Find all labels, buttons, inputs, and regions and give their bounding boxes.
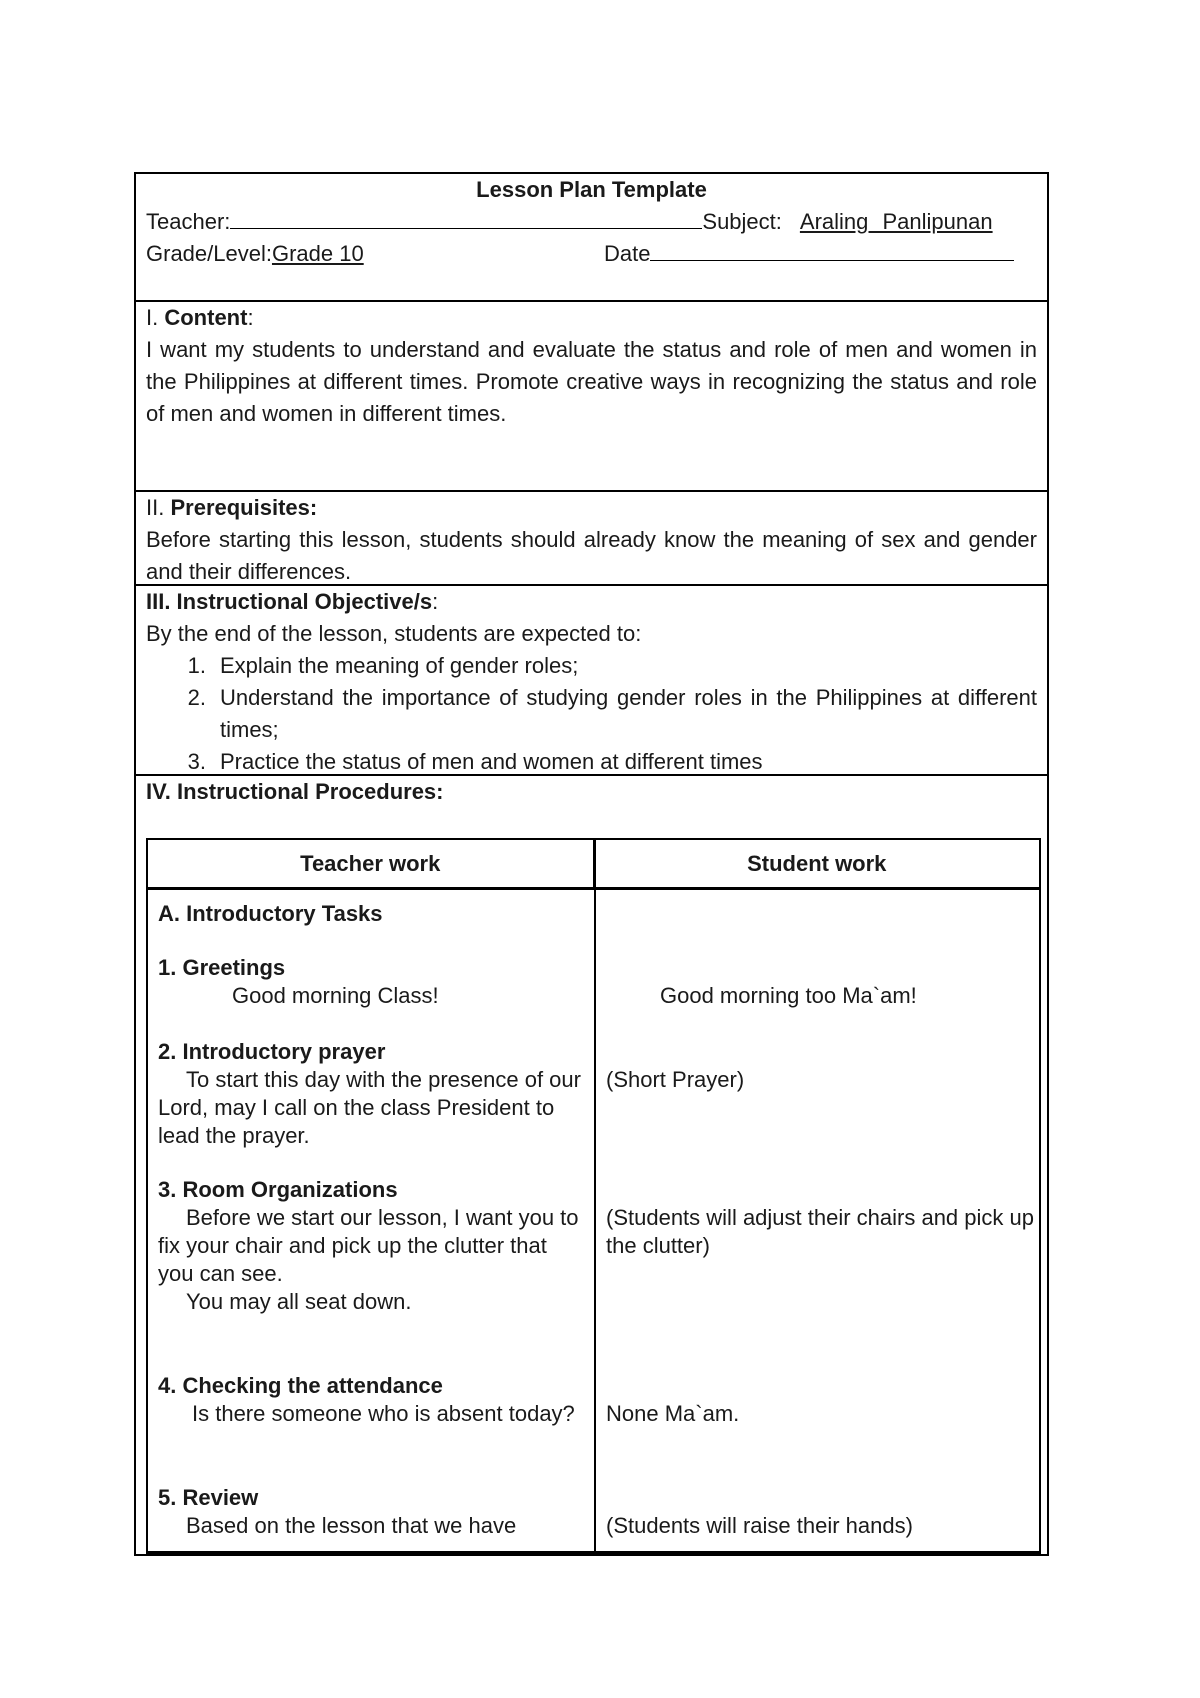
date-label: Date	[603, 241, 651, 266]
step-title: 3. Room Organizations	[158, 1177, 398, 1202]
objectives-heading: III. Instructional Objective/s:	[146, 589, 439, 614]
student-attendance-text: None Ma`am.	[606, 1401, 740, 1426]
step-title: 4. Checking the attendance	[158, 1373, 443, 1398]
list-item-number: 3.	[187, 749, 206, 774]
content-numeral: I.	[146, 305, 159, 330]
prerequisites-heading-text: Prerequisites:	[170, 495, 318, 520]
procedures-table	[146, 838, 1041, 1554]
procedures-heading: IV. Instructional Procedures:	[146, 779, 444, 804]
column-divider	[594, 840, 596, 1551]
content-section	[136, 302, 1047, 492]
list-item-text: Practice the status of men and women at different times	[220, 749, 763, 774]
student-prayer-text: (Short Prayer)	[606, 1067, 745, 1092]
teacher-prayer-text: To start this day with the presence of our Lord, may I call on the class President to lead the prayer.	[158, 1067, 581, 1148]
list-item	[146, 650, 1037, 682]
content-heading-text: Content	[164, 305, 248, 330]
teacher-label: Teacher:	[146, 209, 231, 234]
teacher-blank[interactable]	[230, 227, 702, 229]
date-blank[interactable]	[650, 259, 1014, 261]
grade-value[interactable]: Grade 10	[271, 241, 364, 266]
teacher-room-extra: You may all seat down.	[186, 1289, 412, 1314]
teacher-attendance-text: Is there someone who is absent today?	[192, 1401, 575, 1426]
header-section	[136, 174, 1047, 302]
student-review-text: (Students will raise their hands)	[606, 1513, 913, 1538]
student-greeting: Good morning too Ma`am!	[660, 983, 917, 1008]
grade-label: Grade/Level:	[146, 241, 272, 266]
list-item-text: Explain the meaning of gender roles;	[220, 653, 579, 678]
list-item	[146, 746, 1037, 778]
student-work-header: Student work	[747, 850, 887, 876]
objectives-list	[146, 650, 1037, 778]
student-room-text: (Students will adjust their chairs and pick up the clutter)	[606, 1205, 1034, 1258]
step-title: 1. Greetings	[158, 955, 286, 980]
grade-date-row	[146, 238, 1037, 270]
prerequisites-text: Before starting this lesson, students should already know the meaning of sex and gender and their differences.	[146, 527, 1037, 584]
subject-label: Subject:	[702, 209, 782, 234]
prerequisites-heading	[146, 492, 1037, 524]
prerequisites-section	[136, 492, 1047, 586]
step-title: 2. Introductory prayer	[158, 1039, 386, 1064]
objectives-section	[136, 586, 1047, 776]
section-a-title: A. Introductory Tasks	[158, 901, 383, 926]
list-item-number: 2.	[187, 685, 206, 710]
step-title: 5. Review	[158, 1485, 259, 1510]
prerequisites-numeral: II.	[146, 495, 165, 520]
content-heading: I. Content:	[146, 305, 254, 330]
teacher-subject-row	[146, 206, 1037, 238]
page-title: Lesson Plan Template	[476, 177, 707, 202]
teacher-room-text: Before we start our lesson, I want you to fix your chair and pick up the clutter that you can see.	[158, 1205, 579, 1286]
objectives-intro: By the end of the lesson, students are expected to:	[146, 621, 642, 646]
teacher-greeting: Good morning Class!	[232, 983, 439, 1008]
teacher-review-text: Based on the lesson that we have	[186, 1513, 517, 1538]
subject-value[interactable]: Araling Panlipunan	[799, 209, 993, 234]
list-item-number: 1.	[187, 653, 206, 678]
objectives-heading-text: III. Instructional Objective/s	[146, 589, 433, 614]
teacher-work-header: Teacher work	[148, 840, 595, 887]
lesson-plan-form	[134, 172, 1049, 1556]
list-item	[146, 682, 1037, 746]
procedures-section	[136, 776, 1047, 1554]
content-text: I want my students to understand and evaluate the status and role of men and women in the Philippines at different times. Promote creative ways in recognizing the status and role of men and women in different times.	[146, 337, 1037, 426]
list-item-text: Understand the importance of studying gender roles in the Philippines at different times;	[220, 685, 1037, 742]
